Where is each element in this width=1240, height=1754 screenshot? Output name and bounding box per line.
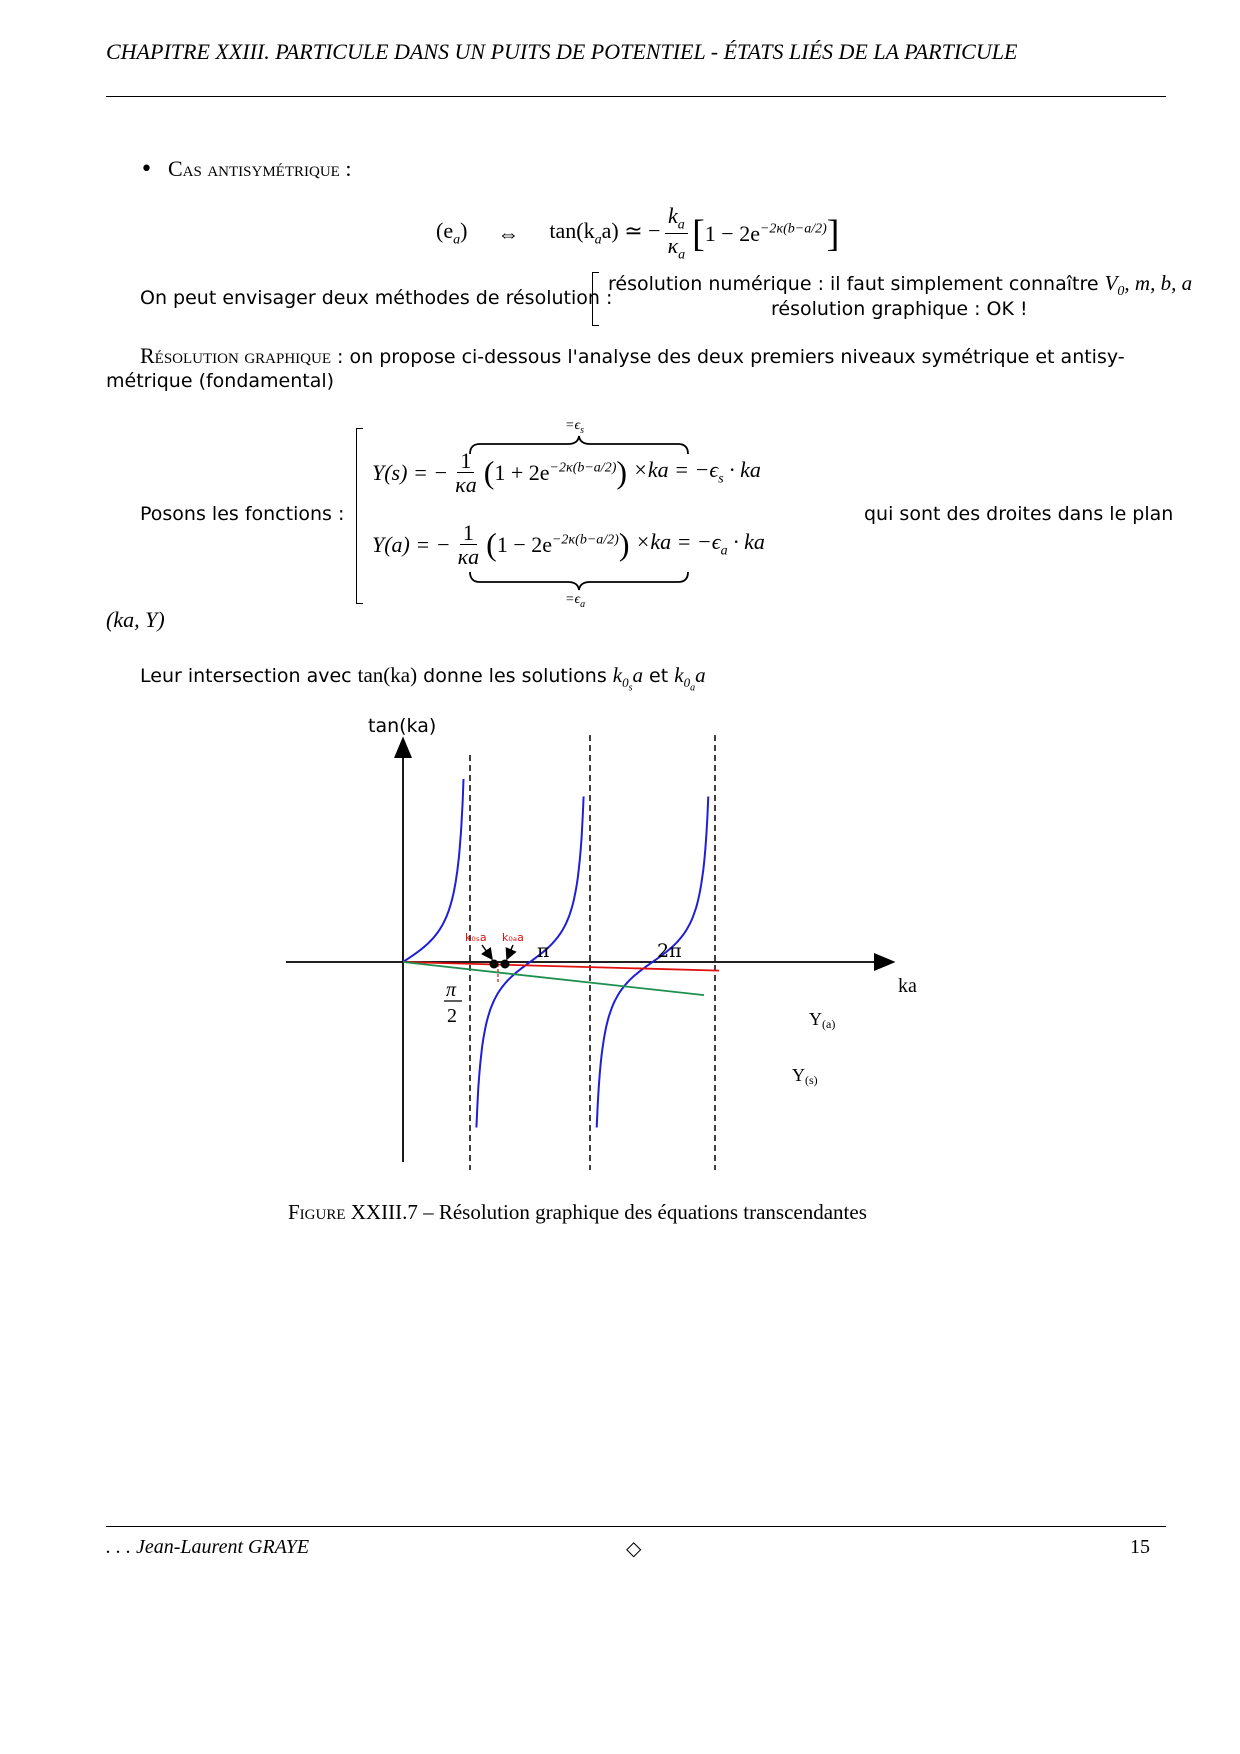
header-rule xyxy=(106,96,1166,97)
tick-pi: π xyxy=(537,940,550,962)
footer-diamond: ◇ xyxy=(626,1538,642,1560)
label-y-s: Y(s) xyxy=(792,1065,818,1087)
label-y-a: Y(a) xyxy=(809,1009,836,1031)
resolution-line1: Résolution graphique : on propose ci-dessous l'analyse des deux premiers niveaux symétrique et antisy- xyxy=(140,343,1125,368)
method-graphic: résolution graphique : OK ! xyxy=(771,298,1028,320)
figure-caption: Figure XXIII.7 – Résolution graphique des équations transcendantes xyxy=(288,1200,867,1224)
methods-bracket xyxy=(592,272,599,326)
equation-ea xyxy=(436,204,839,263)
bullet-item xyxy=(140,156,351,182)
close-bracket: ] xyxy=(826,212,840,255)
ys-fraction: $\frac{1}{\kappa a}$ xyxy=(455,448,477,498)
x-axis-label: ka xyxy=(898,975,917,997)
underbrace-label: $=\epsilon_a$ xyxy=(565,592,586,610)
figure-tan-plot xyxy=(280,705,920,1180)
eq-tag: $(e_a)$ xyxy=(436,218,468,248)
eq-bracket-body: $1 - 2e^{-2\kappa(b-a/2)}$ xyxy=(704,220,827,246)
ya-fraction: $\frac{1}{\kappa a}$ xyxy=(457,520,480,570)
plane-label: (ka, Y) xyxy=(106,607,165,632)
k0s-label: k₀ₛa xyxy=(465,931,487,944)
ys-paren-body: $1 + 2e^{-2\kappa(b-a/2)}$ xyxy=(494,459,617,485)
functions-bracket xyxy=(356,428,363,604)
equivalence-arrow: ⇔ xyxy=(497,220,520,246)
eq-lhs: $\tan(k_aa)$ ≃ − xyxy=(549,218,661,248)
k0s-arrow xyxy=(482,945,492,959)
bullet-symbol: • xyxy=(140,157,153,182)
tick-2pi: 2π xyxy=(657,940,682,962)
ys-equation: Y(s) = − $\frac{1}{\kappa a}$ ( $1 + 2e^{-2\kappa(b-a/2)}$ ) $\times ka = -\epsilon_s$ · ka xyxy=(372,448,761,498)
functions-intro: Posons les fonctions : xyxy=(140,503,345,525)
k0a-arrow xyxy=(507,945,513,959)
k0a-point xyxy=(501,960,510,969)
underbrace xyxy=(468,570,690,592)
resolution-line2: métrique (fondamental) xyxy=(106,370,335,392)
y-axis-label: tan(ka) xyxy=(368,715,437,737)
methods-intro: On peut envisager deux méthodes de résolution : xyxy=(140,287,613,309)
footer-rule xyxy=(106,1526,1166,1527)
footer-author: . . . Jean-Laurent GRAYE xyxy=(106,1536,310,1558)
tan-branch-1 xyxy=(403,779,464,962)
bullet-label: Cas antisymétrique : xyxy=(167,156,352,181)
ya-paren-body: $1 - 2e^{-2\kappa(b-a/2)}$ xyxy=(496,531,619,557)
ys-rhs: $\times ka = -\epsilon_s$ · ka xyxy=(633,457,761,487)
tick-pi-half-num: π xyxy=(446,979,457,1001)
k0a-label: k₀ₐa xyxy=(502,931,524,944)
method-numeric: résolution numérique : il faut simplement connaître $V_0$, m, b, a xyxy=(608,271,1193,300)
footer-page-number: 15 xyxy=(1130,1536,1150,1558)
ya-equation: Y(a) = − $\frac{1}{\kappa a}$ ( $1 - 2e^{-2\kappa(b-a/2)}$ ) $\times ka = -\epsilon_a$ · ka xyxy=(372,520,765,570)
eq-fraction: $\frac{k_a}{\kappa_a}$ xyxy=(665,204,689,263)
ya-rhs: $\times ka = -\epsilon_a$ · ka xyxy=(635,529,765,559)
open-bracket: [ xyxy=(692,212,705,255)
running-header: CHAPITRE XXIII. PARTICULE DANS UN PUITS DE POTENTIEL - ÉTATS LIÉS DE LA PARTICULE xyxy=(106,39,1018,64)
overbrace xyxy=(468,434,690,456)
k0s-point xyxy=(490,960,499,969)
intersection-sentence: Leur intersection avec tan(ka) donne les solutions $k_{0_s}a$ et $k_{0_a}a$ xyxy=(140,663,706,694)
tick-pi-half-den: 2 xyxy=(447,1005,457,1027)
functions-after: qui sont des droites dans le plan xyxy=(864,503,1174,525)
overbrace-label: $=\epsilon_s$ xyxy=(565,418,584,436)
